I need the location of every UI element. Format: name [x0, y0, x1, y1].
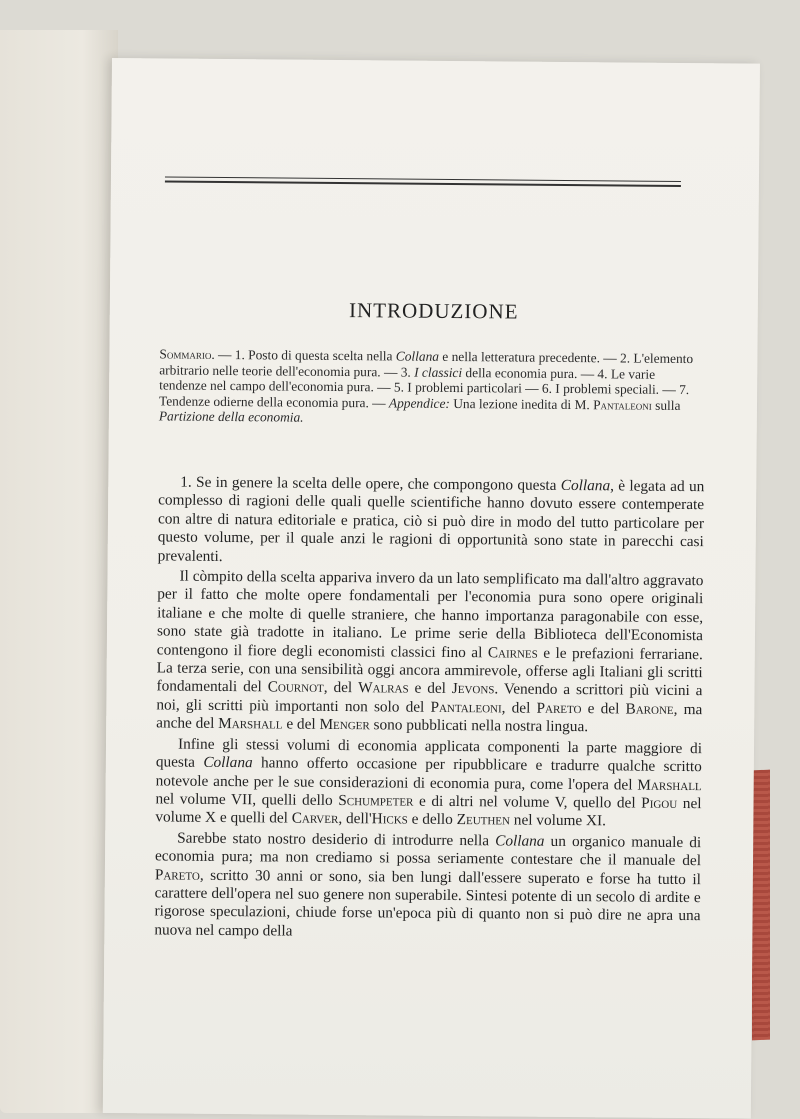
- paragraph-2: [156, 567, 703, 737]
- author-name: Jevons: [451, 680, 495, 698]
- sommario-pantaleoni: Pantaleoni: [593, 396, 652, 413]
- author-name: Walras: [358, 679, 409, 698]
- author-name: Cournot: [267, 678, 324, 697]
- sommario-text: sulla: [651, 397, 681, 413]
- author-name: Pigou: [641, 794, 678, 812]
- paragraph-text: . Venendo a scrittori più vicini a noi, gli scritti più importanti non solo del: [156, 680, 703, 716]
- header-rule-thick: [165, 180, 681, 187]
- paragraph-text: , dell': [338, 810, 372, 828]
- paragraph-text: , è legata ad un complesso di ragioni delle quali quelle scientifiche hanno dovuto essere contemperate con altre di natura editoriale e pratica, ciò si può dire in modo del tutto particolare per questo volume, per il quale anzi le ragioni di opportunità sono state in parecchi casi prevalenti.: [157, 477, 705, 565]
- paragraph-text: nel volume X e quelli del: [155, 794, 702, 827]
- author-name: Pantaleoni: [430, 698, 502, 717]
- author-name: Pareto: [154, 865, 200, 884]
- book-cover-edge: [752, 770, 770, 1041]
- author-name: Pareto: [536, 699, 582, 717]
- paragraph-text: e del: [282, 715, 320, 734]
- author-name: Cairnes: [487, 643, 538, 662]
- paragraph-text: nel volume VII, quelli dello: [155, 790, 339, 809]
- paragraph-text: hanno offerto occasione per ripubblicare e tradurre qualche scritto notevole anche per le sue considerazioni di economia pura, come l'opera del: [155, 754, 702, 794]
- paragraph-text: Il còmpito della scelta appariva invero da un lato semplificato ma dall'altro aggravato per il fatto che molte opere fondamentali per l'economia pura sono opere originali italiane e che molte di quelle straniere, che hanno importanza paragonabile con esse, sono state già tradotte in italiano. Le prime serie della Biblioteca dell'Economista contengono il fiore degli economisti classici fino al: [156, 567, 704, 661]
- paragraph-text: , scritto 30 anni or sono, sia ben lungi dall'essere superato e forse ha tutto il carattere dell'opera nel suo genere non superabile. Sintesi potente di un secolo di ardite e rigorose speculazioni, chiude forse un'epoca più di quanto non si può dire ne apra una nuova nel campo della: [154, 866, 701, 940]
- author-name: Marshall: [218, 715, 283, 733]
- author-name: Menger: [319, 716, 370, 734]
- book-page: [103, 58, 760, 1119]
- paragraph-text: nel volume XI.: [509, 811, 607, 830]
- paragraph-text: e del: [408, 680, 452, 698]
- paragraph-text: e di altri nel volume V, quello del: [413, 792, 642, 812]
- paragraph-text: sono pubblicati nella nostra lingua.: [369, 716, 589, 736]
- paragraph-text: , ma anche del: [156, 700, 703, 733]
- page-title: INTRODUZIONE: [348, 298, 519, 324]
- collana-italic: Collana: [560, 476, 611, 495]
- paragraph-text: , del: [501, 699, 537, 717]
- paragraph-text: 1. Se in genere la scelta delle opere, che compongono questa: [180, 473, 561, 494]
- sommario-appendice: Appendice:: [388, 395, 451, 411]
- paragraph-text: e le prefazioni ferrariane. La terza serie, con una sensibilità oggi ancora ammirevole, offerse agli Italiani gli scritti fondamentali del: [156, 644, 703, 696]
- collana-italic: Collana: [203, 753, 253, 772]
- author-name: Schumpeter: [338, 791, 414, 810]
- author-name: Carver: [291, 809, 339, 828]
- sommario-classici: I classici: [414, 364, 463, 380]
- collana-italic: Collana: [495, 832, 545, 850]
- sommario-text: Una lezione inedita di M.: [449, 395, 594, 412]
- paragraph-text: , del: [323, 679, 359, 697]
- paragraph-text: Sarebbe stato nostro desiderio di introdurre nella: [177, 829, 496, 850]
- author-name: Hicks: [371, 810, 408, 828]
- sommario-text: — 1. Posto di questa scelta nella: [214, 346, 396, 364]
- paragraph-text: Infine gli stessi volumi di economia applicata componenti la parte maggiore di questa: [155, 735, 703, 771]
- left-page-edge: [0, 30, 118, 1113]
- paragraph-text: e del: [581, 699, 626, 718]
- paragraph-1: [158, 473, 705, 570]
- body-text: [154, 473, 704, 946]
- sommario-text: della economia pura. — 4. Le varie tendenze nel campo dell'economia pura. — 5. I problemi particolari — 6. I problemi speciali. — 7. Tendenze odierne della economia pura. —: [158, 364, 690, 411]
- author-name: Zeuthen: [456, 811, 511, 829]
- sommario-block: [159, 346, 706, 429]
- sommario-collana: Collana: [395, 348, 440, 364]
- author-name: Barone: [625, 700, 674, 718]
- sommario-text: e nella letteratura precedente. — 2. L'elemento arbitrario nelle teorie dell'economia pura. — 3.: [159, 348, 694, 380]
- paragraph-text: un organico manuale di economia pura; ma non crediamo si possa seriamente contestare che il manuale del: [154, 832, 702, 870]
- paragraph-text: e dello: [407, 810, 457, 829]
- author-name: Marshall: [637, 776, 702, 794]
- sommario-partizione: Partizione della economia.: [158, 408, 304, 426]
- sommario-label: Sommario.: [159, 346, 215, 362]
- paragraph-4: [154, 829, 701, 944]
- paragraph-3: [155, 735, 702, 832]
